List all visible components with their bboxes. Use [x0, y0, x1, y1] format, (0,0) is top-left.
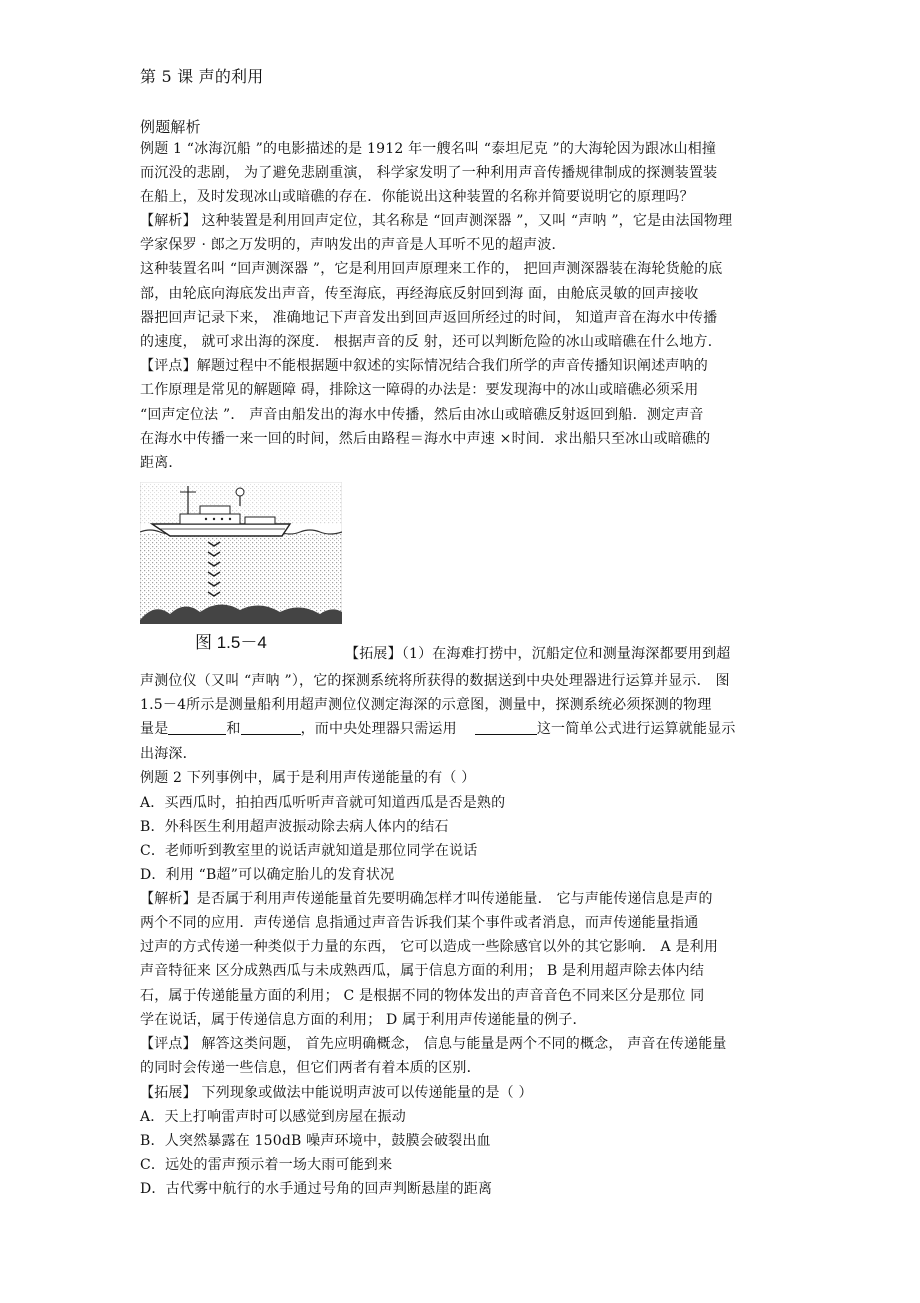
text-line: 学家保罗 · 郎之万发明的，声呐发出的声音是人耳听不见的超声波． — [140, 237, 566, 253]
option-a[interactable]: A．天上打响雷声时可以感觉到房屋在振动 — [140, 1109, 406, 1125]
text-line: 声音特征来 区分成熟西瓜与未成熟西瓜，属于信息方面的利用； B 是利用超声除去体内结 — [140, 963, 705, 979]
text-line: 而沉没的悲剧， 为了避免悲剧重演， 科学家发明了一种利用声音传播规律制成的探测装置装 — [140, 165, 718, 181]
option-b[interactable]: B．外科医生利用超声波振动除去病人体内的结石 — [140, 819, 449, 835]
answer-blank-2[interactable] — [241, 720, 301, 735]
question-stem: 【拓展】 下列现象或做法中能说明声波可以传递能量的是（ ） — [140, 1085, 533, 1101]
text-line: 【评点】解题过程中不能根据题中叙述的实际情况结合我们所学的声音传播知识阐述声呐的 — [140, 358, 708, 374]
question-stem: 例题 2 下列事例中，属于是利用声传递能量的有（ ） — [140, 770, 476, 786]
text-line: 【评点】 解答这类问题， 首先应明确概念， 信息与能量是两个不同的概念， 声音在传递能量 — [140, 1036, 727, 1052]
text-fragment: 和 — [226, 721, 241, 737]
text-line: 【解析】 这种装置是利用回声定位，其名称是 “回声测深器 ”，又叫 “声呐 ”，它是由法国物理 — [140, 213, 733, 229]
text-line: 两个不同的应用．声传递信 息指通过声音告诉我们某个事件或者消息，而声传递能量指通 — [140, 915, 699, 931]
option-a[interactable]: A．买西瓜时，拍拍西瓜听听声音就可知道西瓜是否是熟的 — [140, 795, 506, 811]
text-fragment: 量是 — [140, 721, 169, 737]
figure-caption: 图 1.5－4 — [195, 633, 267, 652]
text-line: 在海水中传播一来一回的时间，然后由路程＝海水中声速 ×时间．求出船只至冰山或暗礁的 — [140, 431, 711, 447]
option-b[interactable]: B．人突然暴露在 150dB 噪声环境中，鼓膜会破裂出血 — [140, 1133, 491, 1149]
text-line: 声测位仪（又叫 “声呐 ”），它的探测系统将所获得的数据送到中央处理器进行运算并显示． 图 — [140, 673, 730, 689]
text-line: 例题 1 “冰海沉船 ”的电影描述的是 1912 年一艘名叫 “泰坦尼克 ”的大海轮因为跟冰山相撞 — [140, 141, 717, 157]
fill-blank-line — [140, 718, 736, 740]
text-line: “回声定位法 ”． 声音由船发出的海水中传播，然后由冰山或暗礁反射返回到船．测定声音 — [140, 407, 704, 423]
text-fragment: ，而中央处理器只需运用 — [300, 721, 457, 737]
text-line: 过声的方式传递一种类似于力量的东西， 它可以造成一些除感官以外的其它影响． A 是利用 — [140, 939, 719, 955]
section-heading: 例题解析 — [140, 118, 201, 136]
answer-blank-3[interactable] — [475, 720, 537, 735]
text-line: 学在说话，属于传递信息方面的利用； D 属于利用声传递能量的例子． — [140, 1012, 587, 1028]
text-line: 【拓展】（1）在海难打捞中，沉船定位和测量海深都要用到超 — [345, 646, 731, 662]
text-line: 在船上，及时发现冰山或暗礁的存在．你能说出这种装置的名称并简要说明它的原理吗？ — [140, 189, 694, 205]
text-line: 1.5－4所示是测量船利用超声测位仪测定海深的示意图，测量中，探测系统必须探测的物理 — [140, 697, 712, 713]
option-c[interactable]: C．老师听到教室里的说话声就知道是那位同学在说话 — [140, 843, 478, 859]
text-line: 出海深． — [140, 746, 197, 762]
text-line: 部，由轮底向海底发出声音，传至海底，再经海底反射回到海 面，由舱底灵敏的回声接收 — [140, 286, 699, 302]
text-line: 的同时会传递一些信息，但它们两者有着本质的区别． — [140, 1060, 481, 1076]
option-c[interactable]: C．远处的雷声预示着一场大雨可能到来 — [140, 1157, 393, 1173]
text-fragment: 这一简单公式进行运算就能显示 — [536, 721, 736, 737]
lesson-title: 第 5 课 声的利用 — [140, 67, 264, 86]
option-d[interactable]: D．古代雾中航行的水手通过号角的回声判断悬崖的距离 — [140, 1181, 493, 1197]
text-line: 【解析】是否属于利用声传递能量首先要明确怎样才叫传递能量． 它与声能传递信息是声的 — [140, 891, 713, 907]
text-line: 的速度， 就可求出海的深度． 根据声音的反 射，还可以判断危险的冰山或暗礁在什么地方． — [140, 334, 722, 350]
answer-blank-1[interactable] — [168, 720, 226, 735]
text-line: 工作原理是常见的解题障 碍，排除这一障碍的办法是：要发现海中的冰山或暗礁必须采用 — [140, 382, 699, 398]
text-line: 这种装置名叫 “回声测深器 ”，它是利用回声原理来工作的， 把回声测深器装在海轮货舱的底 — [140, 261, 723, 277]
option-d[interactable]: D．利用 “B超”可以确定胎儿的发育状况 — [140, 867, 395, 883]
text-line: 距离． — [140, 455, 183, 471]
text-line: 器把回声记录下来， 准确地记下声音发出到回声返回所经过的时间， 知道声音在海水中传播 — [140, 310, 718, 326]
text-line: 石，属于传递能量方面的利用； C 是根据不同的物体发出的声音音色不同来区分是那位 同 — [140, 988, 705, 1004]
